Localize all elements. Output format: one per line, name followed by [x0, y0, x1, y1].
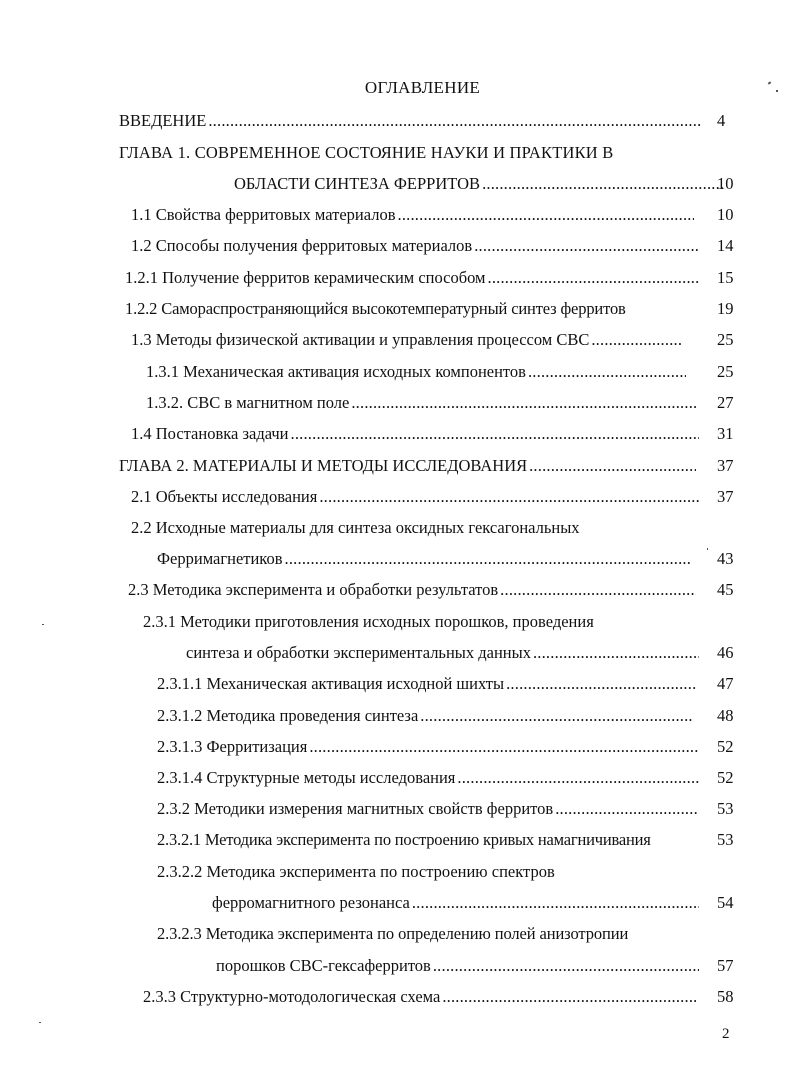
- toc-entry-page: 15: [717, 268, 734, 287]
- leader-dots: [319, 486, 699, 508]
- toc-entry: [157, 673, 698, 695]
- toc-entry-text: 2.3.1.3 Ферритизация: [157, 737, 308, 756]
- toc-entry-text: 2.3.2.3 Методика эксперимента по определению полей анизотропии: [157, 924, 629, 943]
- toc-entry-page: 10: [717, 205, 734, 224]
- toc-entry-page: 45: [717, 580, 734, 599]
- toc-entry-text: 1.3.2. СВС в магнитном поле: [146, 393, 350, 412]
- toc-entry-page: 57: [717, 956, 734, 975]
- toc-entry: [119, 455, 698, 477]
- leader-dots: [591, 329, 681, 351]
- toc-entry-text: 1.3.1 Механическая активация исходных компонентов: [146, 362, 526, 381]
- toc-entry: [157, 923, 628, 945]
- toc-entry: [157, 829, 651, 851]
- toc-entry-text: ГЛАВА 1. СОВРЕМЕННОЕ СОСТОЯНИЕ НАУКИ И ПРАКТИКИ В: [119, 143, 614, 162]
- toc-entry-text: 2.3.3 Структурно-мотодологическая схема: [143, 987, 441, 1006]
- toc-entry: [146, 392, 698, 414]
- toc-entry: [157, 861, 555, 883]
- toc-entry: [131, 517, 580, 539]
- toc-entry-text: 1.3 Методы физической активации и управления процессом СВС: [131, 330, 590, 349]
- scan-speck: [42, 624, 44, 625]
- toc-entry: [157, 767, 701, 789]
- toc-entry-page: 53: [717, 830, 734, 849]
- leader-dots: [412, 892, 699, 914]
- toc-entry-page: 52: [717, 768, 734, 787]
- toc-entry: [131, 204, 696, 226]
- toc-entry-page: 37: [717, 487, 734, 506]
- toc-entry-page: 31: [717, 424, 734, 443]
- leader-dots: [291, 423, 700, 445]
- leader-dots: [506, 673, 696, 695]
- toc-entry: [125, 267, 701, 289]
- leader-dots: [528, 361, 686, 383]
- toc-entry: [131, 423, 701, 445]
- scan-speck: [39, 1022, 41, 1023]
- leader-dots: [398, 204, 695, 226]
- toc-entry: [157, 705, 696, 727]
- toc-entry-page: 43: [717, 549, 734, 568]
- toc-title: ОГЛАВЛЕНИЕ: [364, 78, 481, 97]
- leader-dots: [433, 955, 699, 977]
- toc-entry-page: 25: [717, 362, 734, 381]
- toc-entry-page: 10: [717, 174, 734, 193]
- toc-entry-text: 2.3.1.4 Структурные методы исследования: [157, 768, 456, 787]
- leader-dots: [488, 267, 700, 289]
- toc-entry-page: 52: [717, 737, 734, 756]
- toc-entry-page: 19: [717, 299, 734, 318]
- leader-dots: [285, 548, 691, 570]
- toc-entry-text: 2.3.2.1 Методика эксперимента по построению кривых намагничивания: [157, 830, 651, 849]
- leader-dots: [208, 110, 701, 132]
- toc-entry-text: 2.3.2.2 Методика эксперимента по построению спектров: [157, 862, 555, 881]
- toc-entry: [125, 298, 626, 320]
- leader-dots: [474, 235, 699, 257]
- toc-entry-text: 2.3.1.1 Механическая активация исходной шихты: [157, 674, 505, 693]
- toc-entry: [131, 329, 683, 351]
- toc-entry-page: 25: [717, 330, 734, 349]
- leader-dots: [420, 705, 694, 727]
- toc-entry-text: 2.2 Исходные материалы для синтеза оксидных гексагональных: [131, 518, 580, 537]
- toc-entry-text: 2.3.2 Методики измерения магнитных свойств ферритов: [157, 799, 554, 818]
- toc-entry-text: синтеза и обработки экспериментальных данных: [186, 643, 531, 662]
- toc-entry-text: 2.1 Объекты исследования: [131, 487, 318, 506]
- toc-entry: [131, 486, 701, 508]
- toc-entry: [234, 173, 727, 195]
- scan-speck: [707, 548, 708, 550]
- leader-dots: [351, 392, 696, 414]
- toc-entry: [128, 579, 698, 601]
- toc-entry-text: ОБЛАСТИ СИНТЕЗА ФЕРРИТОВ: [234, 174, 481, 193]
- toc-entry-text: 1.2 Способы получения ферритовых материалов: [131, 236, 473, 255]
- toc-entry-page: 46: [717, 643, 734, 662]
- toc-entry: [143, 611, 594, 633]
- toc-entry: [119, 110, 703, 132]
- toc-entry-text: 1.2.1 Получение ферритов керамическим способом: [125, 268, 486, 287]
- toc-entry: [212, 892, 701, 914]
- page-number: 2: [722, 1026, 730, 1042]
- scan-speck: [776, 90, 778, 92]
- toc-entry-page: 37: [717, 456, 734, 475]
- toc-entry: [143, 986, 698, 1008]
- toc-entry-text: ВВЕДЕНИЕ: [119, 111, 207, 130]
- leader-dots: [555, 798, 699, 820]
- toc-entry-page: 53: [717, 799, 734, 818]
- toc-entry: [216, 955, 701, 977]
- leader-dots: [482, 173, 725, 195]
- toc-entry-page: 47: [717, 674, 734, 693]
- toc-entry-text: 1.1 Свойства ферритовых материалов: [131, 205, 396, 224]
- leader-dots: [457, 767, 699, 789]
- toc-entry-text: Ферримагнетиков: [157, 549, 283, 568]
- toc-entry: [131, 235, 701, 257]
- toc-entry: [146, 361, 688, 383]
- toc-entry: [157, 548, 693, 570]
- toc-entry-page: 54: [717, 893, 734, 912]
- toc-entry: [157, 798, 701, 820]
- leader-dots: [309, 736, 699, 758]
- toc-entry: [186, 642, 701, 664]
- toc-entry-page: 4: [717, 111, 726, 130]
- toc-entry-text: ГЛАВА 2. МАТЕРИАЛЫ И МЕТОДЫ ИССЛЕДОВАНИЯ: [119, 456, 528, 475]
- toc-entry-text: ферромагнитного резонанса: [212, 893, 410, 912]
- toc-entry-page: 48: [717, 706, 734, 725]
- leader-dots: [442, 986, 696, 1008]
- toc-entry-text: порошков СВС-гексаферритов: [216, 956, 431, 975]
- toc-entry-text: 2.3.1 Методики приготовления исходных порошков, проведения: [143, 612, 594, 631]
- toc-entry-text: 1.2.2 Самораспространяющийся высокотемпературный синтез ферритов: [125, 299, 626, 318]
- toc-entry-text: 1.4 Постановка задачи: [131, 424, 289, 443]
- toc-entry-text: 2.3.1.2 Методика проведения синтеза: [157, 706, 419, 725]
- toc-entry-page: 58: [717, 987, 734, 1006]
- leader-dots: [500, 579, 696, 601]
- toc-entry-page: 14: [717, 236, 734, 255]
- toc-entry: [157, 736, 701, 758]
- leader-dots: [529, 455, 696, 477]
- toc-entry: [119, 142, 613, 164]
- toc-entry-text: 2.3 Методика эксперимента и обработки результатов: [128, 580, 499, 599]
- leader-dots: [533, 642, 699, 664]
- toc-entry-page: 27: [717, 393, 734, 412]
